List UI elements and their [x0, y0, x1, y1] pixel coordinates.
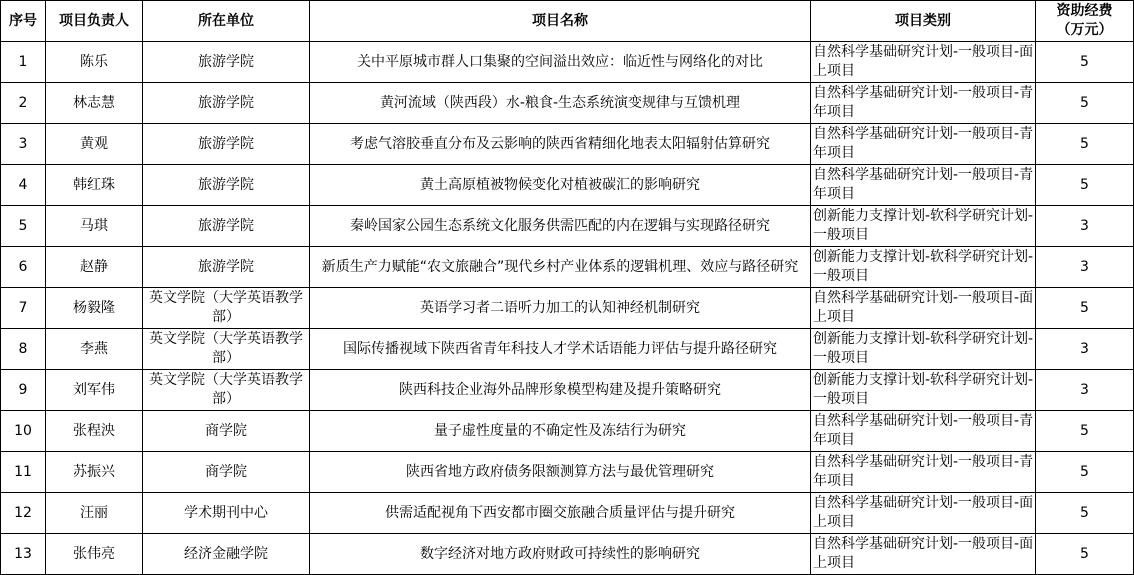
cell-fund-text: 3: [1080, 217, 1089, 234]
cell-unit-text: 旅游学院: [198, 94, 254, 111]
cell-project-name-text: 陕西省地方政府债务限额测算方法与最优管理研究: [406, 463, 714, 480]
cell-leader-text: 马琪: [80, 217, 108, 234]
cell-no-text: 8: [18, 340, 28, 357]
cell-fund: [1036, 370, 1134, 411]
cell-unit-text: 旅游学院: [198, 258, 254, 275]
table-row: [1, 493, 1134, 534]
table-row: [1, 83, 1134, 124]
cell-category: [811, 42, 1036, 83]
cell-unit: [143, 288, 310, 329]
cell-project-name-text: 供需适配视角下西安都市圈交旅融合质量评估与提升研究: [385, 504, 735, 521]
cell-leader: [46, 288, 143, 329]
cell-unit: [143, 329, 310, 370]
table-row: [1, 124, 1134, 165]
cell-project-name-text: 关中平原城市群人口集聚的空间溢出效应：临近性与网络化的对比: [357, 53, 763, 70]
cell-fund-text: 5: [1080, 504, 1089, 521]
cell-category-text: 创新能力支撑计划-软科学研究计划-一般项目: [813, 331, 1034, 366]
cell-unit: [143, 411, 310, 452]
cell-fund-text: 5: [1080, 53, 1089, 70]
table-row: [1, 247, 1134, 288]
cell-project-name: [310, 42, 811, 83]
cell-no-text: 9: [18, 381, 28, 398]
cell-fund: [1036, 42, 1134, 83]
cell-no: [1, 42, 46, 83]
table-row: [1, 206, 1134, 247]
table-row: [1, 165, 1134, 206]
cell-unit: [143, 452, 310, 493]
cell-leader-text: 张程泱: [73, 422, 115, 439]
cell-unit-text: 商学院: [205, 422, 247, 439]
cell-no: [1, 83, 46, 124]
cell-unit-text: 旅游学院: [198, 176, 254, 193]
cell-project-name-text: 国际传播视域下陕西省青年科技人才学术话语能力评估与提升路径研究: [343, 340, 777, 357]
header-row: [1, 1, 1134, 42]
header-category: 项目类别: [811, 1, 1036, 42]
header-unit: 所在单位: [143, 1, 310, 42]
cell-unit: [143, 206, 310, 247]
header-leader: 项目负责人: [46, 1, 143, 42]
cell-category-text: 创新能力支撑计划-软科学研究计划-一般项目: [813, 249, 1034, 284]
cell-leader: [46, 452, 143, 493]
cell-leader: [46, 493, 143, 534]
cell-project-name: [310, 329, 811, 370]
cell-unit: [143, 534, 310, 575]
cell-no: [1, 452, 46, 493]
cell-unit-text: 旅游学院: [198, 135, 254, 152]
cell-no: [1, 124, 46, 165]
cell-project-name: [310, 534, 811, 575]
cell-unit: [143, 247, 310, 288]
cell-category-text: 自然科学基础研究计划-一般项目-青年项目: [813, 85, 1034, 120]
cell-fund: [1036, 83, 1134, 124]
cell-no-text: 11: [14, 463, 32, 480]
table-row: [1, 288, 1134, 329]
cell-project-name-text: 陕西科技企业海外品牌形象模型构建及提升策略研究: [399, 381, 721, 398]
cell-category-text: 自然科学基础研究计划-一般项目-面上项目: [813, 44, 1034, 79]
cell-category: [811, 411, 1036, 452]
cell-fund: [1036, 206, 1134, 247]
header-fund-label: 资助经费（万元）: [1056, 3, 1113, 38]
cell-unit: [143, 165, 310, 206]
cell-no: [1, 247, 46, 288]
table-row: [1, 411, 1134, 452]
cell-category: [811, 165, 1036, 206]
cell-fund-text: 5: [1080, 463, 1089, 480]
cell-no: [1, 370, 46, 411]
cell-no-text: 6: [18, 258, 28, 275]
table-row: [1, 329, 1134, 370]
cell-category: [811, 452, 1036, 493]
cell-no: [1, 165, 46, 206]
cell-unit: [143, 124, 310, 165]
cell-unit: [143, 493, 310, 534]
cell-category-text: 自然科学基础研究计划-一般项目-面上项目: [813, 536, 1034, 571]
cell-leader: [46, 329, 143, 370]
cell-unit-text: 英文学院（大学英语教学部）: [149, 290, 303, 325]
cell-project-name-text: 黄河流域（陕西段）水-粮食-生态系统演变规律与互馈机理: [379, 94, 741, 111]
cell-category: [811, 206, 1036, 247]
cell-no-text: 2: [18, 94, 28, 111]
cell-fund: [1036, 288, 1134, 329]
cell-category: [811, 534, 1036, 575]
cell-no-text: 4: [18, 176, 28, 193]
cell-fund-text: 5: [1080, 135, 1089, 152]
cell-no-text: 3: [18, 135, 28, 152]
cell-fund: [1036, 247, 1134, 288]
cell-unit: [143, 42, 310, 83]
cell-project-name-text: 秦岭国家公园生态系统文化服务供需匹配的内在逻辑与实现路径研究: [350, 217, 770, 234]
cell-leader: [46, 411, 143, 452]
cell-leader: [46, 247, 143, 288]
cell-leader: [46, 206, 143, 247]
cell-no-text: 13: [14, 545, 32, 562]
header-fund: [1036, 1, 1134, 42]
cell-no: [1, 493, 46, 534]
cell-leader-text: 陈乐: [80, 53, 108, 70]
cell-leader-text: 张伟亮: [73, 545, 115, 562]
cell-fund-text: 5: [1080, 299, 1089, 316]
cell-leader-text: 赵静: [80, 258, 108, 275]
cell-category: [811, 288, 1036, 329]
cell-fund: [1036, 124, 1134, 165]
cell-leader-text: 韩红珠: [73, 176, 115, 193]
cell-unit-text: 学术期刊中心: [184, 504, 268, 521]
cell-no-text: 7: [18, 299, 28, 316]
cell-no: [1, 534, 46, 575]
table-row: [1, 370, 1134, 411]
cell-category: [811, 124, 1036, 165]
cell-no-text: 1: [18, 53, 28, 70]
cell-fund: [1036, 329, 1134, 370]
cell-project-name-text: 数字经济对地方政府财政可持续性的影响研究: [420, 545, 700, 562]
cell-leader: [46, 534, 143, 575]
cell-project-name: [310, 165, 811, 206]
cell-project-name-text: 考虑气溶胶垂直分布及云影响的陕西省精细化地表太阳辐射估算研究: [350, 135, 770, 152]
cell-fund: [1036, 452, 1134, 493]
header-name: 项目名称: [310, 1, 811, 42]
cell-leader-text: 刘军伟: [73, 381, 115, 398]
cell-leader: [46, 83, 143, 124]
cell-unit-text: 英文学院（大学英语教学部）: [149, 372, 303, 407]
cell-category-text: 自然科学基础研究计划-一般项目-青年项目: [813, 454, 1034, 489]
cell-leader-text: 汪丽: [80, 504, 108, 521]
cell-project-name: [310, 247, 811, 288]
cell-project-name: [310, 83, 811, 124]
cell-fund-text: 3: [1080, 340, 1089, 357]
cell-fund-text: 5: [1080, 545, 1089, 562]
cell-unit-text: 旅游学院: [198, 53, 254, 70]
cell-category-text: 创新能力支撑计划-软科学研究计划-一般项目: [813, 372, 1034, 407]
cell-unit-text: 商学院: [205, 463, 247, 480]
cell-category: [811, 370, 1036, 411]
table-row: [1, 42, 1134, 83]
cell-no-text: 5: [18, 217, 28, 234]
cell-project-name: [310, 206, 811, 247]
cell-category: [811, 493, 1036, 534]
cell-no: [1, 206, 46, 247]
cell-leader-text: 杨毅隆: [73, 299, 115, 316]
cell-fund: [1036, 534, 1134, 575]
table-row: [1, 452, 1134, 493]
cell-leader-text: 黄观: [80, 135, 108, 152]
cell-leader-text: 苏振兴: [73, 463, 115, 480]
cell-project-name-text: 英语学习者二语听力加工的认知神经机制研究: [420, 299, 700, 316]
cell-no: [1, 329, 46, 370]
cell-fund-text: 3: [1080, 381, 1089, 398]
cell-fund-text: 5: [1080, 94, 1089, 111]
cell-category-text: 自然科学基础研究计划-一般项目-青年项目: [813, 126, 1034, 161]
cell-unit: [143, 370, 310, 411]
cell-leader-text: 李燕: [80, 340, 108, 357]
header-no: 序号: [1, 1, 46, 42]
table-row: [1, 534, 1134, 575]
cell-unit-text: 旅游学院: [198, 217, 254, 234]
cell-project-name: [310, 452, 811, 493]
cell-no-text: 10: [14, 422, 32, 439]
cell-category-text: 自然科学基础研究计划-一般项目-面上项目: [813, 495, 1034, 530]
cell-project-name: [310, 411, 811, 452]
cell-category: [811, 83, 1036, 124]
cell-no: [1, 288, 46, 329]
cell-fund-text: 3: [1080, 258, 1089, 275]
cell-category: [811, 247, 1036, 288]
cell-fund-text: 5: [1080, 176, 1089, 193]
cell-project-name: [310, 370, 811, 411]
cell-leader: [46, 165, 143, 206]
cell-fund: [1036, 411, 1134, 452]
cell-category-text: 自然科学基础研究计划-一般项目-青年项目: [813, 413, 1034, 448]
cell-unit: [143, 83, 310, 124]
cell-leader: [46, 124, 143, 165]
cell-fund: [1036, 165, 1134, 206]
cell-no: [1, 411, 46, 452]
cell-unit-text: 经济金融学院: [184, 545, 268, 562]
cell-unit-text: 英文学院（大学英语教学部）: [149, 331, 303, 366]
cell-category: [811, 329, 1036, 370]
cell-leader: [46, 42, 143, 83]
cell-project-name: [310, 493, 811, 534]
cell-fund: [1036, 493, 1134, 534]
cell-leader-text: 林志慧: [73, 94, 115, 111]
cell-project-name: [310, 124, 811, 165]
cell-category-text: 自然科学基础研究计划-一般项目-青年项目: [813, 167, 1034, 202]
cell-project-name-text: 黄土高原植被物候变化对植被碳汇的影响研究: [420, 176, 700, 193]
cell-project-name-text: 新质生产力赋能“农文旅融合”现代乡村产业体系的逻辑机理、效应与路径研究: [321, 258, 799, 275]
cell-no-text: 12: [14, 504, 32, 521]
cell-category-text: 自然科学基础研究计划-一般项目-面上项目: [813, 290, 1034, 325]
cell-project-name-text: 量子虚性度量的不确定性及冻结行为研究: [434, 422, 686, 439]
cell-category-text: 创新能力支撑计划-软科学研究计划-一般项目: [813, 208, 1034, 243]
cell-fund-text: 5: [1080, 422, 1089, 439]
cell-leader: [46, 370, 143, 411]
cell-project-name: [310, 288, 811, 329]
